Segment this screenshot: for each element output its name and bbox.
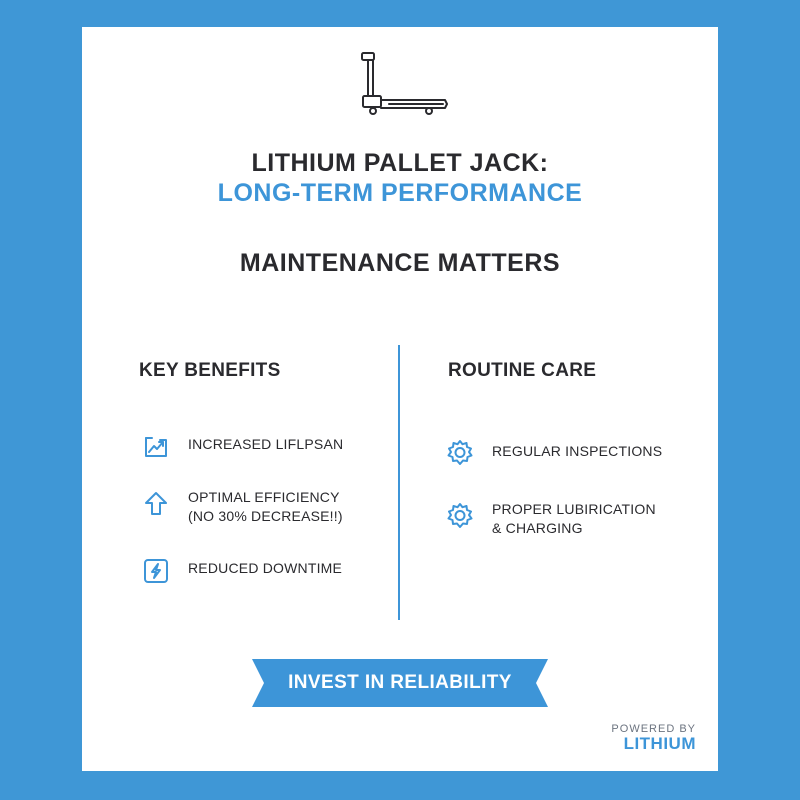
care-label (492, 500, 656, 538)
care-item-lubrication (446, 502, 656, 538)
benefit-label: REDUCED DOWNTIME (188, 560, 343, 576)
benefit-label-line-2: (NO 30% DECREASE!!) (188, 508, 343, 524)
benefit-label (188, 488, 343, 526)
powered-by-label: POWERED BY (611, 723, 696, 735)
title-line-2: LONG-TERM PERFORMANCE (217, 179, 583, 207)
reliability-banner (252, 659, 548, 707)
arrow-up-icon (142, 490, 170, 518)
subtitle: MAINTENANCE MATTERS (239, 249, 561, 277)
gear-icon (446, 502, 474, 530)
care-label: REGULAR INSPECTIONS (492, 443, 663, 459)
key-benefits-heading: KEY BENEFITS (139, 360, 281, 381)
care-label-line-1: PROPER LUBIRICATION (492, 501, 656, 517)
trend-up-icon (142, 432, 170, 460)
benefit-item-downtime (142, 557, 342, 585)
care-label-line-2: & CHARGING (492, 520, 583, 536)
info-card (82, 27, 718, 771)
benefit-item-lifespan (142, 432, 343, 460)
powered-by-mark (611, 723, 696, 754)
benefit-label-line-1: OPTIMAL EFFICIENCY (188, 489, 340, 505)
benefit-label: INCREASED LIFLPSAN (188, 436, 344, 452)
brand-name: LITHIUM (623, 734, 696, 753)
column-divider (398, 345, 400, 620)
benefit-item-efficiency (142, 490, 343, 526)
routine-care-heading: ROUTINE CARE (448, 360, 597, 381)
lightning-icon (142, 557, 170, 585)
pallet-jack-icon (359, 50, 449, 116)
care-item-inspections (446, 439, 662, 467)
title-line-1: LITHIUM PALLET JACK: (251, 149, 549, 177)
gear-icon (446, 439, 474, 467)
banner-text: INVEST IN RELIABILITY (288, 672, 512, 693)
